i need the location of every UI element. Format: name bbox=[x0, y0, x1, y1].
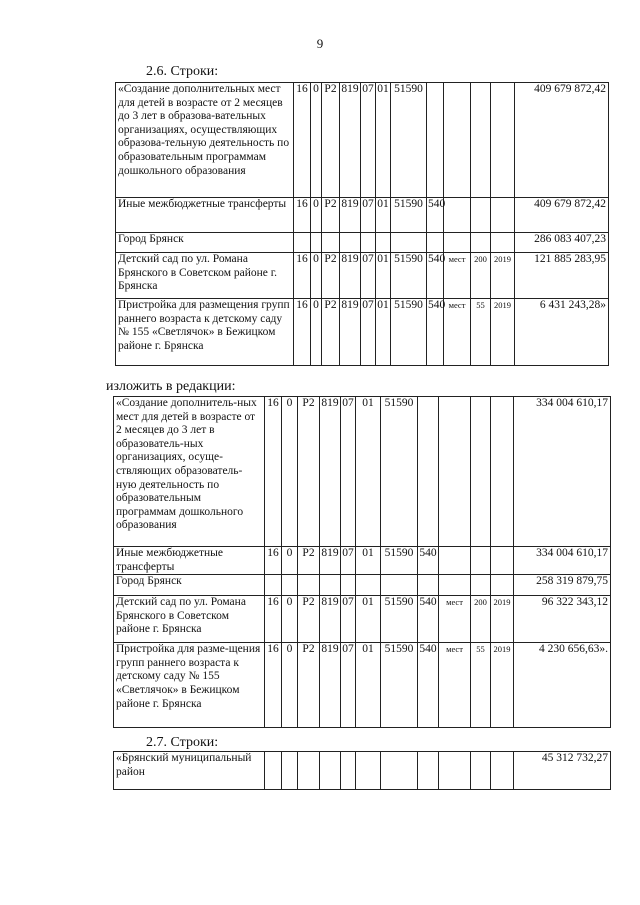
cell-ministry-code: 819 bbox=[320, 547, 341, 575]
cell-amount: 286 083 407,23 bbox=[515, 233, 609, 253]
cell-row-name: Детский сад по ул. Романа Брянского в Советском районе г. Брянска bbox=[116, 253, 294, 299]
cell-capacity: 55 bbox=[471, 643, 491, 728]
cell-year bbox=[491, 83, 515, 198]
cell-unit bbox=[444, 198, 471, 233]
cell-ministry-code bbox=[320, 575, 341, 596]
cell-capacity bbox=[471, 752, 491, 790]
cell-expense-type-code bbox=[427, 233, 444, 253]
cell-capacity: 55 bbox=[471, 299, 491, 366]
cell-subsection-code: 01 bbox=[356, 397, 381, 547]
cell-section-code bbox=[341, 575, 356, 596]
cell-year bbox=[491, 752, 514, 790]
cell-subprogram-code bbox=[282, 752, 298, 790]
cell-expense-type-code: 540 bbox=[427, 198, 444, 233]
cell-amount: 409 679 872,42 bbox=[515, 83, 609, 198]
cell-expense-type-code bbox=[418, 575, 439, 596]
cell-project-code bbox=[298, 575, 320, 596]
cell-capacity bbox=[471, 198, 491, 233]
cell-subsection-code: 01 bbox=[356, 596, 381, 643]
cell-expense-type-code: 540 bbox=[418, 547, 439, 575]
table-row bbox=[114, 397, 611, 547]
cell-expense-type-code bbox=[418, 752, 439, 790]
table-row bbox=[114, 547, 611, 575]
cell-year bbox=[491, 575, 514, 596]
cell-year: 2019 bbox=[491, 643, 514, 728]
cell-year bbox=[491, 198, 515, 233]
cell-section-code: 07 bbox=[341, 547, 356, 575]
cell-project-code: P2 bbox=[322, 299, 340, 366]
cell-section-code: 07 bbox=[341, 596, 356, 643]
cell-ministry-code: 819 bbox=[340, 198, 361, 233]
cell-subsection-code: 01 bbox=[376, 299, 391, 366]
table-row bbox=[114, 752, 611, 790]
cell-project-code: P2 bbox=[298, 397, 320, 547]
cell-expense-type-code: 540 bbox=[418, 643, 439, 728]
cell-row-name: Пристройка для разме-щения групп раннего возраста к детскому саду № 155 «Светлячок» в Бежицком районе г. Брянска bbox=[114, 643, 265, 728]
cell-project-code: P2 bbox=[322, 253, 340, 299]
cell-project-code: P2 bbox=[298, 643, 320, 728]
cell-subsection-code: 01 bbox=[376, 253, 391, 299]
cell-row-name: Иные межбюджетные трансферты bbox=[116, 198, 294, 233]
cell-expense-type-code: 540 bbox=[427, 253, 444, 299]
cell-subsection-code bbox=[376, 233, 391, 253]
cell-unit bbox=[439, 397, 471, 547]
cell-program-code: 16 bbox=[294, 198, 311, 233]
cell-subprogram-code: 0 bbox=[311, 83, 322, 198]
cell-project-code: P2 bbox=[298, 547, 320, 575]
cell-project-code: P2 bbox=[298, 596, 320, 643]
cell-project-code bbox=[298, 752, 320, 790]
cell-unit bbox=[439, 547, 471, 575]
cell-section-code: 07 bbox=[341, 643, 356, 728]
cell-amount: 334 004 610,17 bbox=[514, 397, 611, 547]
cell-subprogram-code: 0 bbox=[311, 198, 322, 233]
cell-capacity bbox=[471, 575, 491, 596]
cell-project-code: P2 bbox=[322, 198, 340, 233]
cell-direction-code: 51590 bbox=[381, 397, 418, 547]
cell-subprogram-code: 0 bbox=[311, 253, 322, 299]
page-number: 9 bbox=[316, 36, 324, 51]
cell-program-code bbox=[265, 575, 282, 596]
cell-amount: 96 322 343,12 bbox=[514, 596, 611, 643]
cell-subprogram-code: 0 bbox=[282, 397, 298, 547]
cell-subsection-code: 01 bbox=[356, 643, 381, 728]
cell-section-code: 07 bbox=[361, 198, 376, 233]
cell-program-code: 16 bbox=[294, 299, 311, 366]
cell-direction-code bbox=[391, 233, 427, 253]
cell-direction-code: 51590 bbox=[391, 299, 427, 366]
cell-program-code: 16 bbox=[265, 643, 282, 728]
cell-row-name: «Создание дополнительных мест для детей в возрасте от 2 месяцев до 3 лет в образова-вательных организациях, осуществляющих образова-тельную деятельность по образовательным программам дошкольного образования bbox=[116, 83, 294, 198]
cell-section-code: 07 bbox=[341, 397, 356, 547]
cell-subsection-code bbox=[356, 575, 381, 596]
cell-section-code: 07 bbox=[361, 253, 376, 299]
cell-ministry-code: 819 bbox=[340, 83, 361, 198]
cell-program-code: 16 bbox=[265, 547, 282, 575]
table-row bbox=[114, 575, 611, 596]
table-row bbox=[116, 83, 609, 198]
table-row bbox=[114, 643, 611, 728]
section-heading-2-7: 2.7. Строки: bbox=[146, 735, 219, 750]
cell-ministry-code: 819 bbox=[340, 299, 361, 366]
cell-program-code: 16 bbox=[265, 596, 282, 643]
cell-unit bbox=[444, 83, 471, 198]
section-heading-2-6: 2.6. Строки: bbox=[146, 64, 219, 79]
cell-subprogram-code bbox=[311, 233, 322, 253]
cell-row-name: Пристройка для размещения групп раннего возраста к детскому саду № 155 «Светлячок» в Бежицком районе г. Брянска bbox=[116, 299, 294, 366]
cell-unit bbox=[444, 233, 471, 253]
cell-row-name: Город Брянск bbox=[114, 575, 265, 596]
cell-ministry-code bbox=[320, 752, 341, 790]
cell-subsection-code: 01 bbox=[356, 547, 381, 575]
cell-capacity bbox=[471, 397, 491, 547]
cell-direction-code bbox=[381, 575, 418, 596]
cell-direction-code: 51590 bbox=[381, 547, 418, 575]
table-row bbox=[114, 596, 611, 643]
cell-row-name: «Создание дополнитель-ных мест для детей в возрасте от 2 месяцев до 3 лет в образователь-ных организациях, осуще-ствляющих образователь-ную деятельность по образовательным программам дошкольного образования bbox=[114, 397, 265, 547]
cell-year: 2019 bbox=[491, 596, 514, 643]
cell-direction-code bbox=[381, 752, 418, 790]
cell-subsection-code: 01 bbox=[376, 83, 391, 198]
cell-year bbox=[491, 397, 514, 547]
cell-section-code bbox=[341, 752, 356, 790]
cell-expense-type-code: 540 bbox=[427, 299, 444, 366]
cell-direction-code: 51590 bbox=[381, 643, 418, 728]
cell-subsection-code: 01 bbox=[376, 198, 391, 233]
cell-section-code: 07 bbox=[361, 83, 376, 198]
cell-program-code bbox=[265, 752, 282, 790]
cell-amount: 258 319 879,75 bbox=[514, 575, 611, 596]
cell-ministry-code: 819 bbox=[320, 397, 341, 547]
cell-subprogram-code: 0 bbox=[282, 596, 298, 643]
cell-amount: 409 679 872,42 bbox=[515, 198, 609, 233]
budget-table-2-7 bbox=[113, 751, 611, 790]
section-heading-new-edition: изложить в редакции: bbox=[106, 379, 236, 394]
cell-year bbox=[491, 547, 514, 575]
cell-program-code: 16 bbox=[265, 397, 282, 547]
cell-unit: мест bbox=[439, 596, 471, 643]
cell-capacity bbox=[471, 547, 491, 575]
cell-amount: 6 431 243,28» bbox=[515, 299, 609, 366]
cell-year bbox=[491, 233, 515, 253]
cell-subprogram-code bbox=[282, 575, 298, 596]
cell-year: 2019 bbox=[491, 253, 515, 299]
table-row bbox=[116, 299, 609, 366]
cell-unit: мест bbox=[444, 299, 471, 366]
cell-year: 2019 bbox=[491, 299, 515, 366]
table-row bbox=[116, 253, 609, 299]
cell-direction-code: 51590 bbox=[391, 253, 427, 299]
cell-program-code: 16 bbox=[294, 253, 311, 299]
cell-direction-code: 51590 bbox=[381, 596, 418, 643]
cell-project-code: P2 bbox=[322, 83, 340, 198]
table-row bbox=[116, 233, 609, 253]
cell-amount: 45 312 732,27 bbox=[514, 752, 611, 790]
cell-project-code bbox=[322, 233, 340, 253]
cell-amount: 334 004 610,17 bbox=[514, 547, 611, 575]
cell-amount: 121 885 283,95 bbox=[515, 253, 609, 299]
cell-direction-code: 51590 bbox=[391, 198, 427, 233]
cell-row-name: «Брянский муниципальный район bbox=[114, 752, 265, 790]
table-row bbox=[116, 198, 609, 233]
cell-row-name: Город Брянск bbox=[116, 233, 294, 253]
cell-expense-type-code bbox=[418, 397, 439, 547]
cell-section-code: 07 bbox=[361, 299, 376, 366]
cell-expense-type-code: 540 bbox=[418, 596, 439, 643]
cell-unit: мест bbox=[439, 643, 471, 728]
cell-subprogram-code: 0 bbox=[282, 643, 298, 728]
cell-capacity: 200 bbox=[471, 253, 491, 299]
cell-direction-code: 51590 bbox=[391, 83, 427, 198]
cell-program-code bbox=[294, 233, 311, 253]
cell-capacity bbox=[471, 83, 491, 198]
cell-subprogram-code: 0 bbox=[311, 299, 322, 366]
cell-ministry-code: 819 bbox=[340, 253, 361, 299]
cell-program-code: 16 bbox=[294, 83, 311, 198]
cell-ministry-code bbox=[340, 233, 361, 253]
cell-capacity: 200 bbox=[471, 596, 491, 643]
cell-unit bbox=[439, 752, 471, 790]
cell-capacity bbox=[471, 233, 491, 253]
cell-subprogram-code: 0 bbox=[282, 547, 298, 575]
cell-ministry-code: 819 bbox=[320, 596, 341, 643]
cell-amount: 4 230 656,63». bbox=[514, 643, 611, 728]
cell-unit bbox=[439, 575, 471, 596]
cell-ministry-code: 819 bbox=[320, 643, 341, 728]
budget-table-old bbox=[115, 82, 609, 366]
cell-row-name: Иные межбюджетные трансферты bbox=[114, 547, 265, 575]
cell-row-name: Детский сад по ул. Романа Брянского в Советском районе г. Брянска bbox=[114, 596, 265, 643]
cell-expense-type-code bbox=[427, 83, 444, 198]
budget-table-new bbox=[113, 396, 611, 728]
cell-section-code bbox=[361, 233, 376, 253]
cell-subsection-code bbox=[356, 752, 381, 790]
cell-unit: мест bbox=[444, 253, 471, 299]
